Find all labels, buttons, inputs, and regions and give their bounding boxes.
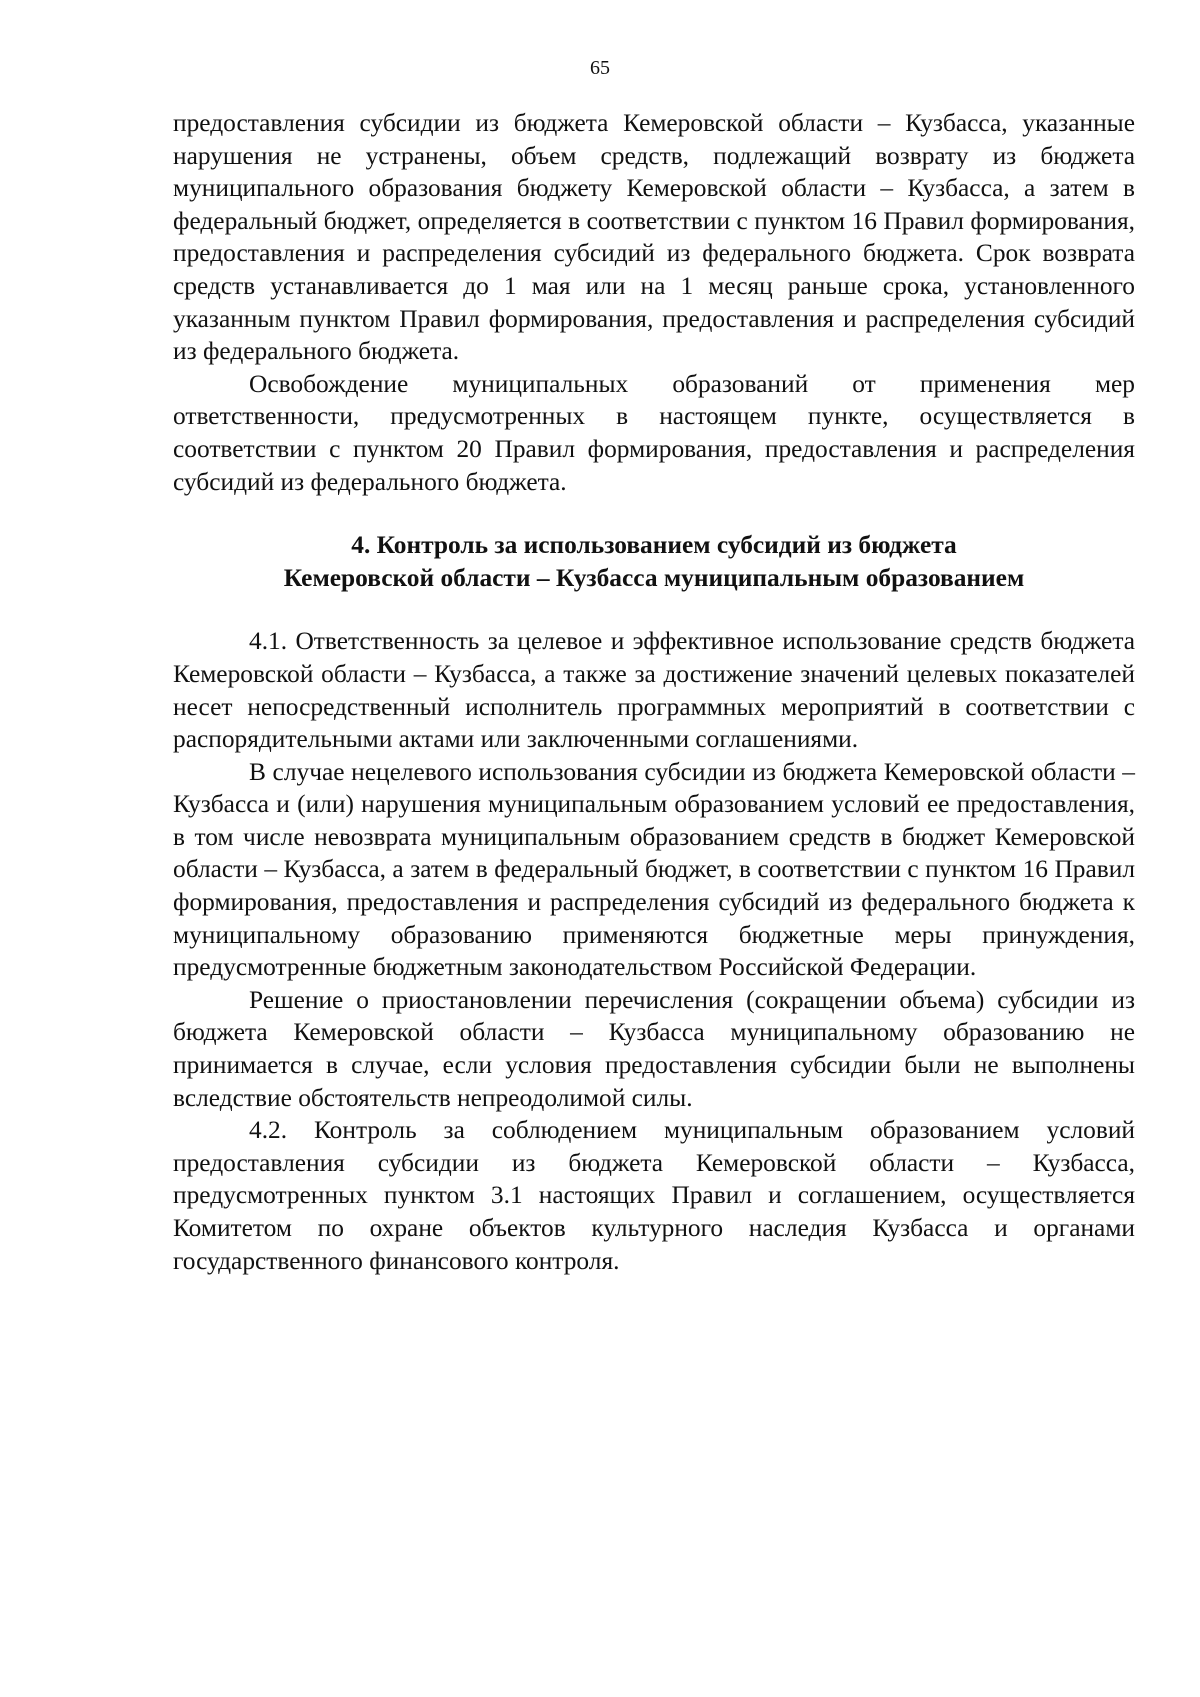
page-number: 65 [590, 57, 610, 79]
section-heading [173, 529, 1135, 594]
paragraph-4-1: 4.1. Ответственность за целевое и эффективное использование средств бюджета Кемеровской области – Кузбасса, а также за достижение значений целевых показателей несет непосредственный исполнитель программных мероприятий в соответствии с распорядительными актами или заключенными соглашениями. [173, 627, 1135, 754]
document-body [173, 107, 1135, 1277]
paragraph-exemption: Освобождение муниципальных образований от применения мер ответственности, предусмотренных в настоящем пункте, осуществляется в соответствии с пунктом 20 Правил формирования, предоставления и распределения субсидий из федерального бюджета. [173, 369, 1135, 496]
paragraph-4-2: 4.2. Контроль за соблюдением муниципальным образованием условий предоставления субсидии из бюджета Кемеровской области – Кузбасса, предусмотренных пунктом 3.1 настоящих Правил и соглашением, осуществляется Комитетом по охране объектов культурного наследия Кузбасса и органами государственного финансового контроля. [173, 1116, 1135, 1275]
paragraph-misuse: В случае нецелевого использования субсидии из бюджета Кемеровской области – Кузбасса и (или) нарушения муниципальным образованием условий ее предоставления, в том числе невозврата муниципальным образованием средств в бюджет Кемеровской области – Кузбасса, а затем в федеральный бюджет, в соответствии с пунктом 16 Правил формирования, предоставления и распределения субсидий из федерального бюджета к муниципальному образованию применяются бюджетные меры принуждения, предусмотренные бюджетным законодательством Российской Федерации. [173, 757, 1135, 982]
paragraph-force-majeure: Решение о приостановлении перечисления (сокращении объема) субсидии из бюджета Кемеровской области – Кузбасса муниципальному образованию не принимается в случае, если условия предоставления субсидии были не выполнены вследствие обстоятельств непреодолимой силы. [173, 985, 1135, 1112]
section-heading-line-2: Кемеровской области – Кузбасса муниципальным образованием [283, 563, 1025, 592]
section-heading-line-1: 4. Контроль за использованием субсидий из бюджета [351, 531, 957, 560]
paragraph-continuation: предоставления субсидии из бюджета Кемеровской области – Кузбасса, указанные нарушения не устранены, объем средств, подлежащий возврату из бюджета муниципального образования бюджету Кемеровской области – Кузбасса, а затем в федеральный бюджет, определяется в соответствии с пунктом 16 Правил формирования, предоставления и распределения субсидий из федерального бюджета. Срок возврата средств устанавливается до 1 мая или на 1 месяц раньше срока, установленного указанным пунктом Правил формирования, предоставления и распределения субсидий из федерального бюджета. [173, 109, 1135, 366]
